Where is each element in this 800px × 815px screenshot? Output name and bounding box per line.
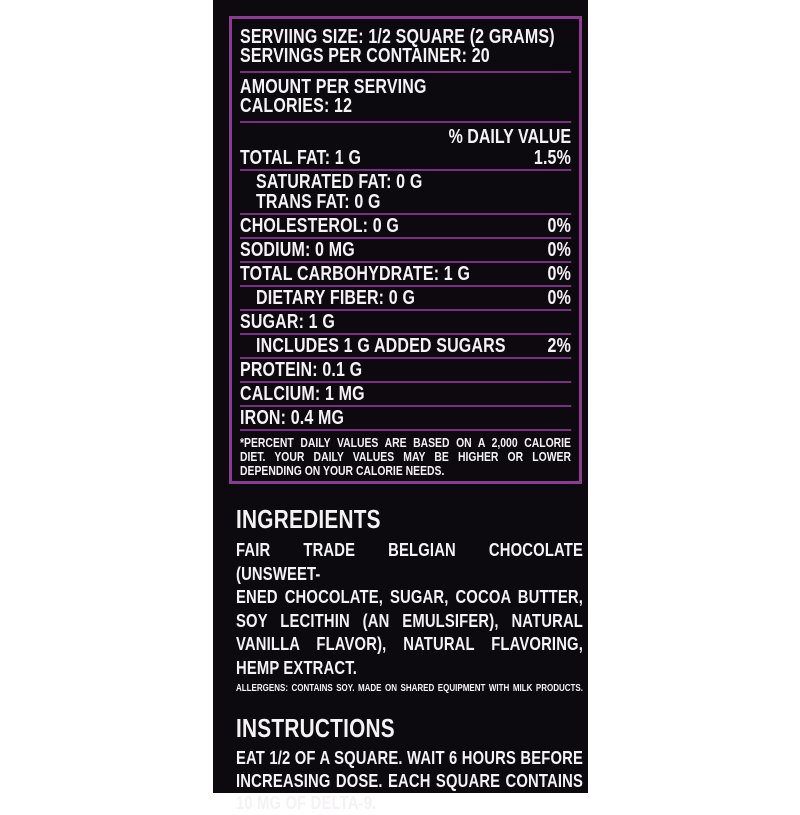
ingredients-title: INGREDIENTS: [236, 504, 381, 534]
amount-per-serving-label: AMOUNT PER SERVING: [240, 76, 427, 98]
row-daily-value: 2%: [547, 335, 571, 357]
nutrition-row: [240, 148, 571, 168]
nutrition-row: [240, 264, 571, 284]
instructions-content: [236, 715, 583, 815]
nutrition-facts-box: [229, 16, 582, 484]
row-label: DIETARY FIBER: 0 G: [256, 287, 416, 309]
nutrition-facts-content: [240, 27, 571, 478]
row-label: INCLUDES 1 G ADDED SUGARS: [256, 335, 506, 357]
nutrition-row: [240, 288, 571, 308]
text-line: SOY LECITHIN (AN EMULSIFER), NATURAL: [236, 609, 583, 631]
serving-size-line: SERVIING SIZE: 1/2 SQUARE (2 GRAMS): [240, 26, 555, 48]
row-label: CALCIUM: 1 MG: [240, 383, 365, 405]
allergens-line: ALLERGENS: CONTAINS SOY. MADE ON SHARED EQUIPMENT WITH MILK PRODUCTS.: [236, 683, 583, 694]
row-daily-value: 0%: [547, 287, 571, 309]
label-panel: [213, 0, 588, 813]
instructions-section: [213, 715, 588, 815]
nutrition-row: [240, 408, 571, 428]
section-divider: [240, 71, 571, 73]
nutrition-row: [240, 192, 571, 212]
section-divider: [240, 121, 571, 123]
row-label: CHOLESTEROL: 0 G: [240, 215, 400, 237]
text-line: ENED CHOCOLATE, SUGAR, COCOA BUTTER,: [236, 586, 583, 607]
daily-value-footnote: [240, 436, 571, 478]
row-label: SATURATED FAT: 0 G: [256, 171, 423, 193]
row-daily-value: 1.5%: [533, 147, 571, 169]
nutrition-row: [240, 384, 571, 404]
servings-per-container-line: SERVINGS PER CONTAINER: 20: [240, 45, 490, 67]
nutrition-rows: [240, 148, 571, 431]
nutrition-row: [240, 360, 571, 380]
text-line: FAIR TRADE BELGIAN CHOCOLATE (UNSWEET-: [236, 539, 583, 584]
nutrition-row: [240, 216, 571, 236]
text-line: EAT 1/2 OF A SQUARE. WAIT 6 HOURS BEFORE: [236, 747, 583, 768]
row-label: SUGAR: 1 G: [240, 311, 335, 333]
text-line: HEMP EXTRACT.: [236, 656, 358, 678]
row-label: TOTAL CARBOHYDRATE: 1 G: [240, 263, 471, 285]
nutrition-row: [240, 312, 571, 332]
text-line: *PERCENT DAILY VALUES ARE BASED ON A 2,000 CALORIE: [240, 435, 571, 450]
amount-per-serving-block: [240, 77, 571, 117]
calories-line: CALORIES: 12: [240, 95, 353, 117]
ingredients-content: [236, 506, 583, 695]
text-line: DEPENDING ON YOUR CALORIE NEEDS.: [240, 463, 445, 478]
row-label: TOTAL FAT: 1 G: [240, 147, 362, 169]
nutrition-row: [240, 172, 571, 192]
daily-value-header: % DAILY VALUE: [448, 126, 571, 148]
text-line: VANILLA FLAVOR), NATURAL FLAVORING,: [236, 633, 583, 654]
row-label: TRANS FAT: 0 G: [256, 191, 381, 213]
nutrition-row: [240, 336, 571, 356]
text-line: INCREASING DOSE. EACH SQUARE CONTAINS: [236, 769, 583, 791]
ingredients-body: [236, 538, 583, 679]
instructions-title: INSTRUCTIONS: [236, 713, 395, 743]
nutrition-row: [240, 240, 571, 260]
row-divider: [240, 429, 571, 431]
instructions-body: [236, 747, 583, 815]
row-label: PROTEIN: 0.1 G: [240, 359, 363, 381]
text-line: DIET. YOUR DAILY VALUES MAY BE HIGHER OR LOWER: [240, 449, 571, 464]
row-daily-value: 0%: [547, 263, 571, 285]
row-daily-value: 0%: [547, 215, 571, 237]
row-label: IRON: 0.4 MG: [240, 407, 345, 429]
row-label: SODIUM: 0 MG: [240, 239, 355, 261]
ingredients-section: [213, 506, 588, 695]
text-line: 10 MG OF DELTA-9.: [236, 792, 377, 813]
row-daily-value: 0%: [547, 239, 571, 261]
serving-info-block: [240, 27, 571, 67]
